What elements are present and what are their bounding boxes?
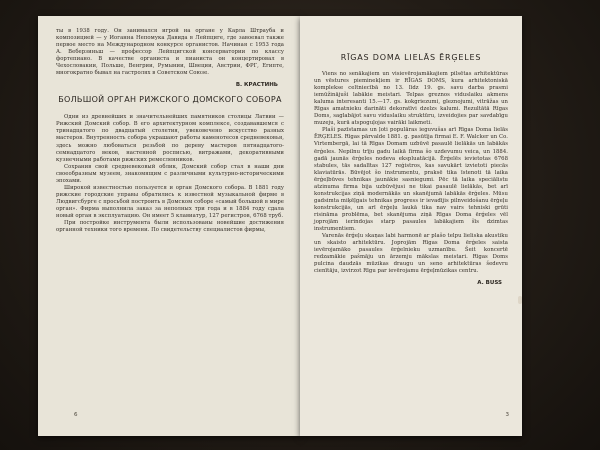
- right-paragraph-2: Plaši pazīstamas un ļoti populāras ieguvušas arī Rīgas Doma lielās ĒRĢELES. Rīgas pārvalde 1881. g. pasūtīja firmai E. F. Walcker un Co. Virtembergā, lai tā Rīgas Domam uzbūvē pasaulē lielākās un labākās ērģeles. Nepilnu trīju gadu laikā firma šo uzdevumu veica, un 1884. gadā jaunās ērģeles nodeva ekspluatācijā. Ērģelēs ievietotas 6768 stabules, tās sadalītas 127 reģistros, kas savukārt izvietoti piecās klaviatūrās. Būvējot šo instrumentu, praksē tika īstenoti tā laika ērģeļbūves tehnikas jaunākie sasniegumi. Pēc tā laika speciālistu atzinuma firma bija uzbūvējusi ne tikai pasaulē lielākās, bet arī konstrukcijas ziņā modernākās un skanējumā labākās ērģeles. Mūsu gadsimta miķēļgais tehnikas progress ir ievadījis pilnveidošanu ērģeļu konstrukcijās, un arī ērģeļu laukā tika nav vairs tehniski grūti risināma problēma, bet skanējuma ziņā Rīgas Doma ērģeles vēl joprojām ierindojas starp pasaules labākajiem šīs dzimtas instrumentiem.: [314, 127, 508, 233]
- right-column: [314, 71, 508, 293]
- left-paragraph-3: Сохранив свой средневековый облик, Домский собор стал в наши дни своеобразным музеем, знакомящим с различными культурно-историческими эпохами.: [56, 163, 284, 184]
- left-signature: В. КРАСТИНЬ: [235, 82, 278, 89]
- left-page: [38, 16, 301, 436]
- right-signature: A. BUSS: [477, 280, 502, 287]
- left-page-number: 6: [74, 412, 78, 418]
- left-paragraph-1: ты в 1938 году. Он занимался игрой на органе у Карла Штрауба и композицией — у Иоганна Непомука Давида в Лейпциге, где завоевал также первое место на Международном конкурсе органистов. Начиная с 1953 года А. Веберзиньш — профессор Лейпцигской консерватории по классу фортепиано. В качестве органиста и пианиста он концертировал в Чехословакии, Польше, Венгрии, Румынии, Швеции, Австрии, ФРГ, Египте, многократно бывал на гастролях в Советском Союзе.: [56, 28, 284, 77]
- left-column: [56, 28, 284, 234]
- right-heading: RĪGAS DOMA LIELĀS ĒRĢELES: [340, 53, 482, 62]
- left-paragraph-2: Одни из древнейших и значительнейших памятников столицы Латвии — Рижский Домский собор. В его архитектурном комплексе, создававшемся с тринадцатого по двадцатый столетия, увековечено искусство разных мастеров. Внутренность собора украшают работы каменотесов средневековья, здесь можно любоваться резьбой по дереву мастеров пятнадцатого-семнадцатого веков, настенной росписью, витражами, декоративными кузнечными работами рижских ремесленников.: [56, 114, 284, 163]
- left-heading: БОЛЬШОЙ ОРГАН РИЖСКОГО ДОМСКОГО СОБОРА: [58, 95, 282, 105]
- left-paragraph-5: При постройке инструмента были использованы новейшие достижения органной техники того времени. По свидетельству специалистов фирмы,: [56, 220, 284, 234]
- left-paragraph-4: Широкой известностью пользуется и орган Домского собора. В 1881 году рижские городские управы обратились к известной музыкальной фирме в Людвигсбурге с просьбой построить в Домском соборе «самый большой в мире орган». Фирма выполнила заказ за неполных три года и в 1884 году сдала новый орган в эксплуатацию. Он имеет 5 клавиатур, 127 регистров, 6768 труб.: [56, 184, 284, 219]
- right-paragraph-3: Varenās ērģeļu skaņas labi harmonē ar plašo telpu lieliska akustiku un skaisto arhitektūru. Joprojām Rīgas Doma ērģeles saista ievērojamāko pasaules ērģelnieku uzmanību. Šeit koncertē redzamākie pašmāju un ārzemju mākslas meistari. Rīgas Doms pulcina daudzās mūzikas draugu un seno arhitektūras šedevru cienītāju, izvirzot Rīgu par ievērojamu ērģeļmūzikas centru.: [314, 233, 508, 275]
- right-paragraph-1: Viens no senākajiem un visievērojamākajiem pilsētas arhitektūras un vēstures pieminekļiem ir RĪGAS DOMS, kura arhitektoniskā komplekse celtniecībā no 13. līdz 19. gs. savu darba prasmi iemūžinājuši labākie meistari. Telpas greznos viduslaiku akmens kaluma interesanti 15.—17. gs. kokgriezumi, gleznojumi, vitrāžas un Rīgas amatnieku darināti dekoratīvi dzelzs kalumi. Rezultātā Rīgas Doms, saglabājot savu viduslaiku struktūru, izveidojies par savdabīgu muzeju, kurā atspoguļojas vairāki laikmeti.: [314, 71, 508, 127]
- right-page-number: 3: [505, 412, 509, 418]
- right-page: [300, 16, 522, 436]
- paper-blemish: [518, 296, 522, 304]
